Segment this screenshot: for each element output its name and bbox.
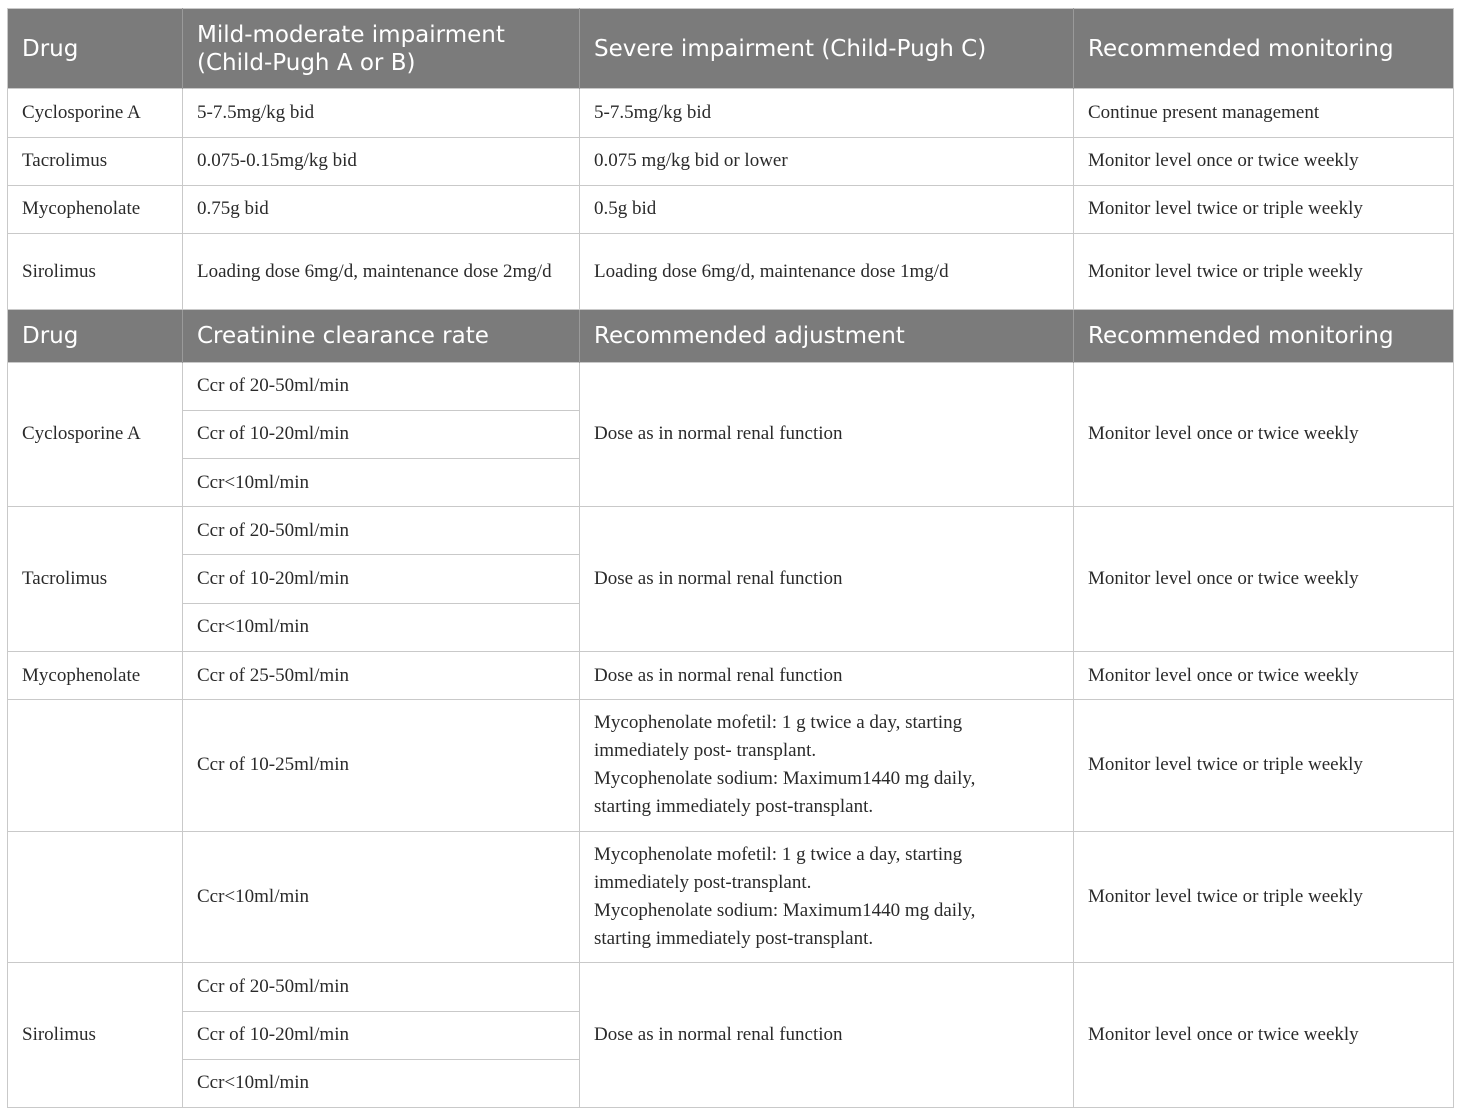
header-drug: Drug (8, 9, 183, 89)
ccr-cell: Ccr<10ml/min (183, 603, 580, 651)
table-row (8, 362, 1454, 410)
ccr-cell: Ccr of 20-50ml/min (183, 507, 580, 555)
ccr-cell: Ccr<10ml/min (183, 459, 580, 507)
drug-cell: Sirolimus (8, 234, 183, 310)
ccr-cell: Ccr of 10-20ml/min (183, 410, 580, 458)
severe-dose-cell: 0.075 mg/kg bid or lower (580, 137, 1074, 185)
table-row (8, 700, 1454, 832)
ccr-cell: Ccr<10ml/min (183, 1059, 580, 1107)
header-adjustment: Recommended adjustment (580, 310, 1074, 362)
monitoring-cell: Continue present management (1074, 89, 1454, 137)
adjustment-cell: Dose as in normal renal function (580, 362, 1074, 507)
table-row (8, 831, 1454, 963)
mild-dose-cell: 0.75g bid (183, 185, 580, 233)
drug-cell (8, 831, 183, 963)
ccr-cell: Ccr of 10-25ml/min (183, 700, 580, 832)
table-row (8, 89, 1454, 137)
header-mild-impairment: Mild-moderate impairment (Child-Pugh A or B) (183, 9, 580, 89)
table-row (8, 137, 1454, 185)
drug-cell: Tacrolimus (8, 507, 183, 652)
drug-cell: Cyclosporine A (8, 89, 183, 137)
adjustment-line: Mycophenolate sodium: Maximum1440 mg daily, (594, 768, 976, 790)
adjustment-line: immediately post-transplant. (594, 872, 812, 894)
severe-dose-cell: 5-7.5mg/kg bid (580, 89, 1074, 137)
dosing-table (7, 8, 1454, 1108)
monitoring-cell: Monitor level once or twice weekly (1074, 137, 1454, 185)
mild-dose-cell: Loading dose 6mg/d, maintenance dose 2mg/d (183, 234, 580, 310)
adjustment-line: Mycophenolate mofetil: 1 g twice a day, starting (594, 844, 963, 866)
monitoring-cell: Monitor level once or twice weekly (1074, 963, 1454, 1108)
ccr-cell: Ccr of 10-20ml/min (183, 555, 580, 603)
header-monitoring: Recommended monitoring (1074, 9, 1454, 89)
drug-cell: Mycophenolate (8, 651, 183, 699)
monitoring-cell: Monitor level twice or triple weekly (1074, 700, 1454, 832)
adjustment-cell (580, 700, 1074, 832)
renal-header-row (8, 310, 1454, 362)
drug-cell: Tacrolimus (8, 137, 183, 185)
adjustment-line: Mycophenolate mofetil: 1 g twice a day, starting (594, 712, 963, 734)
drug-cell (8, 700, 183, 832)
table-row (8, 651, 1454, 699)
adjustment-cell: Dose as in normal renal function (580, 651, 1074, 699)
table-row (8, 185, 1454, 233)
mild-dose-cell: 0.075-0.15mg/kg bid (183, 137, 580, 185)
hepatic-header-row (8, 9, 1454, 89)
monitoring-cell: Monitor level twice or triple weekly (1074, 831, 1454, 963)
adjustment-cell: Dose as in normal renal function (580, 963, 1074, 1108)
header-monitoring: Recommended monitoring (1074, 310, 1454, 362)
monitoring-cell: Monitor level once or twice weekly (1074, 362, 1454, 507)
header-drug: Drug (8, 310, 183, 362)
table-row (8, 234, 1454, 310)
ccr-cell: Ccr of 20-50ml/min (183, 963, 580, 1011)
table-row (8, 507, 1454, 555)
severe-dose-cell: 0.5g bid (580, 185, 1074, 233)
drug-cell: Cyclosporine A (8, 362, 183, 507)
adjustment-cell (580, 831, 1074, 963)
adjustment-cell: Dose as in normal renal function (580, 507, 1074, 652)
mild-dose-cell: 5-7.5mg/kg bid (183, 89, 580, 137)
drug-cell: Sirolimus (8, 963, 183, 1108)
monitoring-cell: Monitor level twice or triple weekly (1074, 234, 1454, 310)
monitoring-cell: Monitor level once or twice weekly (1074, 507, 1454, 652)
header-severe-impairment: Severe impairment (Child-Pugh C) (580, 9, 1074, 89)
ccr-cell: Ccr of 25-50ml/min (183, 651, 580, 699)
header-creatinine-clearance: Creatinine clearance rate (183, 310, 580, 362)
monitoring-cell: Monitor level once or twice weekly (1074, 651, 1454, 699)
adjustment-line: immediately post- transplant. (594, 740, 817, 762)
adjustment-line: starting immediately post-transplant. (594, 796, 874, 818)
monitoring-cell: Monitor level twice or triple weekly (1074, 185, 1454, 233)
ccr-cell: Ccr of 10-20ml/min (183, 1011, 580, 1059)
ccr-cell: Ccr<10ml/min (183, 831, 580, 963)
drug-cell: Mycophenolate (8, 185, 183, 233)
adjustment-line: Mycophenolate sodium: Maximum1440 mg daily, (594, 900, 976, 922)
severe-dose-cell: Loading dose 6mg/d, maintenance dose 1mg/d (580, 234, 1074, 310)
table-row (8, 963, 1454, 1011)
ccr-cell: Ccr of 20-50ml/min (183, 362, 580, 410)
adjustment-line: starting immediately post-transplant. (594, 928, 874, 950)
